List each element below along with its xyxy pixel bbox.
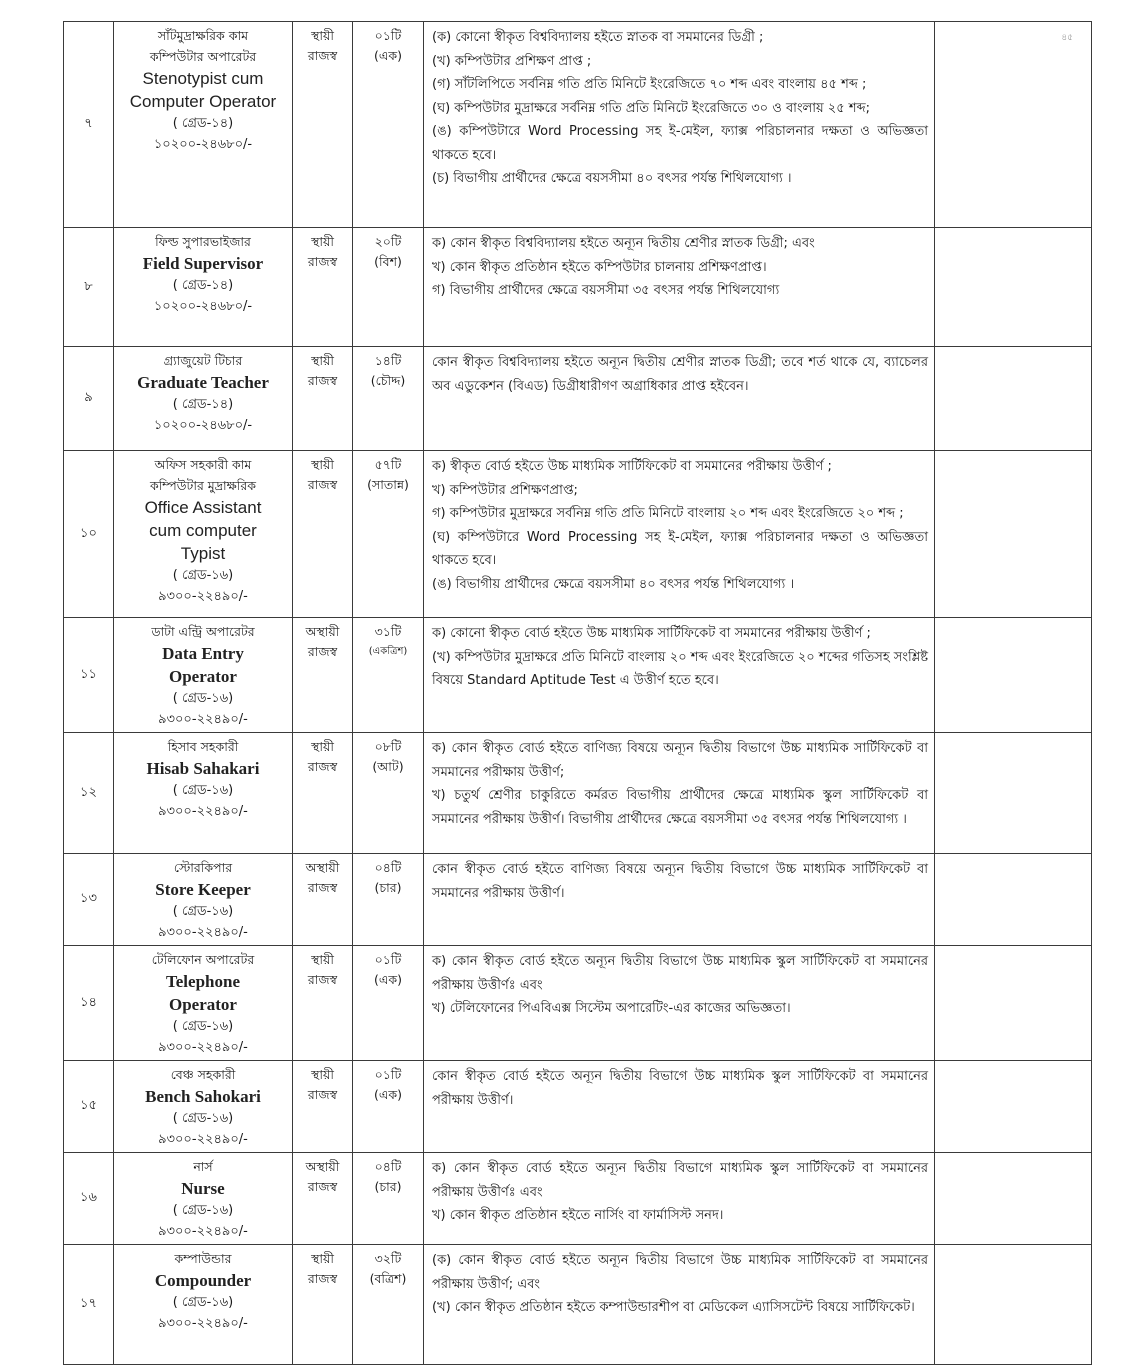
grade-label: ( গ্রেড-১৬) <box>172 783 234 798</box>
qualification-item: ক) কোনো স্বীকৃত বোর্ড হইতে উচ্চ মাধ্যমিক সার্টিফিকেট বা সমমানের পরীক্ষায় উত্তীর্ণ ; <box>432 626 871 641</box>
post-type-cell <box>293 946 353 1061</box>
grade-label: ( গ্রেড-১৪) <box>172 116 234 131</box>
grade-label: ( গ্রেড-১৬) <box>172 1111 234 1126</box>
vacancy-count: ০৮টি <box>374 739 402 754</box>
serial-number: ১৫ <box>80 1098 97 1113</box>
qualifications-cell <box>424 347 935 451</box>
table-row <box>64 1153 1092 1245</box>
qualifications-cell <box>424 1153 935 1245</box>
post-name-english: Computer Operator <box>129 92 277 111</box>
post-type: অস্থায়ী <box>305 624 340 639</box>
serial-number-cell <box>64 733 114 854</box>
table-row <box>64 347 1092 451</box>
remarks-cell <box>935 22 1092 228</box>
vacancy-count-cell <box>353 1245 424 1365</box>
post-name-bangla: টেলিফোন অপারেটর <box>151 952 255 967</box>
qualification-item: খ) কম্পিউটার প্রশিক্ষণপ্রাপ্ত; <box>432 482 578 498</box>
vacancy-count-words: (চার) <box>374 1179 402 1194</box>
vacancy-count: ০৪টি <box>374 1159 402 1174</box>
grade-label: ( গ্রেড-১৬) <box>172 904 234 919</box>
job-circular-table <box>63 21 1092 1365</box>
vacancy-count-cell <box>353 946 424 1061</box>
vacancy-count: ৫৭টি <box>374 457 402 472</box>
vacancy-count: ৩১টি <box>374 624 402 639</box>
post-type: স্থায়ী <box>311 739 334 754</box>
vacancy-count: ০১টি <box>374 952 402 967</box>
post-name-cell <box>114 1153 293 1245</box>
qualification-item: খ) চতুর্থ শ্রেণীর চাকুরিতে কর্মরত বিভাগীয় প্রার্থীদের ক্ষেত্রে মাধ্যমিক স্কুল সার্টিফিকেট বা সমমানের পরীক্ষায় উত্তীর্ণ। বিভাগীয় প্রার্থীদের ক্ষেত্রে বয়সসীমা ৩৫ বৎসর পর্যন্ত শিথিলযোগ্য । <box>432 788 928 827</box>
qualifications-cell <box>424 1245 935 1365</box>
table-row <box>64 733 1092 854</box>
post-type-cell <box>293 733 353 854</box>
table-row <box>64 1245 1092 1365</box>
qualification-item: কোন স্বীকৃত বোর্ড হইতে অন্যূন দ্বিতীয় বিভাগে উচ্চ মাধ্যমিক স্কুল সার্টিফিকেট বা সমমানের পরীক্ষায় উত্তীর্ণ। <box>432 1069 928 1108</box>
vacancy-count-words: (বিশ) <box>374 254 402 269</box>
post-type: রাজস্ব <box>307 972 338 987</box>
post-type: স্থায়ী <box>311 1251 334 1266</box>
table-row <box>64 1061 1092 1153</box>
vacancy-count-words: (বত্রিশ) <box>369 1271 407 1286</box>
table-row <box>64 22 1092 228</box>
post-name-cell <box>114 451 293 618</box>
post-type-cell <box>293 347 353 451</box>
pay-scale: ৯৩০০-২২৪৯০/- <box>158 1132 248 1147</box>
serial-number-cell <box>64 347 114 451</box>
post-type-cell <box>293 451 353 618</box>
post-name-bangla: কম্পিউটার অপারেটর <box>149 49 257 64</box>
qualification-item: ক) কোন স্বীকৃত বোর্ড হইতে বাণিজ্য বিষয়ে অন্যূন দ্বিতীয় বিভাগে উচ্চ মাধ্যমিক সার্টিফিকেট বা সমমানের পরীক্ষায় উত্তীর্ণ; <box>432 741 928 780</box>
serial-number-cell <box>64 228 114 347</box>
post-name-bangla: ফিল্ড সুপারভাইজার <box>155 234 251 249</box>
post-name-bangla: অফিস সহকারী কাম <box>154 457 252 472</box>
post-name-cell <box>114 1061 293 1153</box>
post-type: স্থায়ী <box>311 234 334 249</box>
post-name-cell <box>114 228 293 347</box>
pay-scale: ১০২০০-২৪৬৮০/- <box>153 418 253 433</box>
post-name-cell <box>114 1245 293 1365</box>
post-type-cell <box>293 1245 353 1365</box>
post-type: রাজস্ব <box>307 644 338 659</box>
post-type: স্থায়ী <box>311 1067 334 1082</box>
vacancy-count-cell <box>353 854 424 946</box>
post-type: রাজস্ব <box>307 1271 338 1286</box>
post-name-bangla: কম্পিউটার মুদ্রাক্ষরিক <box>149 478 257 493</box>
vacancy-count-cell <box>353 228 424 347</box>
post-name-cell <box>114 22 293 228</box>
post-name-bangla: বেঞ্চ সহকারী <box>170 1067 236 1082</box>
remarks-cell <box>935 1245 1092 1365</box>
serial-number: ৮ <box>84 278 93 294</box>
post-type: অস্থায়ী <box>305 1159 340 1174</box>
post-name-cell <box>114 946 293 1061</box>
post-name-bangla: গ্র্যাজুয়েট টিচার <box>163 353 243 368</box>
serial-number-cell <box>64 22 114 228</box>
post-name-english: Hisab Sahakari <box>146 759 260 778</box>
post-type-cell <box>293 228 353 347</box>
vacancy-count-cell <box>353 347 424 451</box>
vacancy-count-words: (এক) <box>373 972 402 987</box>
vacancy-count-cell <box>353 618 424 733</box>
grade-label: ( গ্রেড-১৬) <box>172 1295 234 1310</box>
serial-number-cell <box>64 1153 114 1245</box>
post-type: রাজস্ব <box>307 759 338 774</box>
remarks-cell <box>935 1153 1092 1245</box>
remarks-mark: ৪৫ <box>1061 33 1073 43</box>
pay-scale: ৯৩০০-২২৪৯০/- <box>158 804 248 819</box>
pay-scale: ৯৩০০-২২৪৯০/- <box>158 712 248 727</box>
qualification-item: গ) কম্পিউটার মুদ্রাক্ষরে সর্বনিম্ন গতি প্রতি মিনিটে বাংলায় ২০ শব্দ এবং ইংরেজিতে ২০ শব্দ ; <box>432 506 904 521</box>
qualification-item: ক) স্বীকৃত বোর্ড হইতে উচ্চ মাধ্যমিক সার্টিফিকেট বা সমমানের পরীক্ষায় উত্তীর্ণ ; <box>432 459 832 474</box>
qualification-item: খ) কোন স্বীকৃত প্রতিষ্ঠান হইতে নার্সিং বা ফার্মাসিস্ট সনদ। <box>432 1208 724 1223</box>
post-type: রাজস্ব <box>307 254 338 269</box>
qualification-item: ক) কোন স্বীকৃত বিশ্ববিদ্যালয় হইতে অন্যূন দ্বিতীয় শ্রেণীর স্নাতক ডিগ্রী; এবং <box>432 236 815 251</box>
post-type: স্থায়ী <box>311 952 334 967</box>
qualification-item: (ক) কোনো স্বীকৃত বিশ্ববিদ্যালয় হইতে স্নাতক বা সমমানের ডিগ্রী ; <box>432 30 764 45</box>
remarks-cell <box>935 228 1092 347</box>
qualification-item: কোন স্বীকৃত বোর্ড হইতে বাণিজ্য বিষয়ে অন্যূন দ্বিতীয় বিভাগে উচ্চ মাধ্যমিক সার্টিফিকেট বা সমমানের পরীক্ষায় উত্তীর্ণ। <box>432 862 928 901</box>
remarks-cell <box>935 347 1092 451</box>
serial-number-cell <box>64 618 114 733</box>
vacancy-count-words: (চার) <box>374 880 402 895</box>
post-type: স্থায়ী <box>311 353 334 368</box>
remarks-cell <box>935 618 1092 733</box>
post-name-english: Operator <box>169 995 237 1014</box>
qualifications-cell <box>424 854 935 946</box>
pay-scale: ৯৩০০-২২৪৯০/- <box>158 589 248 604</box>
remarks-cell <box>935 733 1092 854</box>
post-type: রাজস্ব <box>307 880 338 895</box>
post-name-english: Nurse <box>181 1179 225 1198</box>
post-name-english: Stenotypist cum <box>142 69 264 88</box>
post-type: অস্থায়ী <box>305 860 340 875</box>
grade-label: ( গ্রেড-১৬) <box>172 691 234 706</box>
post-type: রাজস্ব <box>307 48 338 63</box>
vacancy-count: ৩২টি <box>374 1251 402 1266</box>
qualification-item: গ) বিভাগীয় প্রার্থীদের ক্ষেত্রে বয়সসীমা ৩৫ বৎসর পর্যন্ত শিথিলযোগ্য <box>432 283 780 298</box>
remarks-cell <box>935 451 1092 618</box>
post-type: রাজস্ব <box>307 373 338 388</box>
qualification-item: (গ) সাঁটলিপিতে সর্বনিম্ন গতি প্রতি মিনিটে ইংরেজিতে ৭০ শব্দ এবং বাংলায় ৪৫ শব্দ ; <box>432 77 867 92</box>
post-type-cell <box>293 22 353 228</box>
qualifications-cell <box>424 1061 935 1153</box>
grade-label: ( গ্রেড-১৬) <box>172 1203 234 1218</box>
qualification-item: (চ) বিভাগীয় প্রার্থীদের ক্ষেত্রে বয়সসীমা ৪০ বৎসর পর্যন্ত শিথিলযোগ্য । <box>432 171 792 186</box>
table-row <box>64 854 1092 946</box>
post-name-english: Graduate Teacher <box>137 373 269 392</box>
pay-scale: ৯৩০০-২২৪৯০/- <box>158 1040 248 1055</box>
post-type-cell <box>293 618 353 733</box>
vacancy-count-words: (এক) <box>373 1087 402 1102</box>
pay-scale: ৯৩০০-২২৪৯০/- <box>158 925 248 940</box>
post-name-english: Bench Sahokari <box>145 1087 261 1106</box>
remarks-cell <box>935 946 1092 1061</box>
post-type: রাজস্ব <box>307 477 338 492</box>
serial-number-cell <box>64 946 114 1061</box>
pay-scale: ৯৩০০-২২৪৯০/- <box>158 1224 248 1239</box>
serial-number: ১৭ <box>80 1296 97 1311</box>
table-row <box>64 228 1092 347</box>
post-type: স্থায়ী <box>311 457 334 472</box>
vacancy-count-cell <box>353 22 424 228</box>
serial-number-cell <box>64 854 114 946</box>
serial-number: ১১ <box>80 666 97 682</box>
post-name-cell <box>114 733 293 854</box>
qualifications-cell <box>424 22 935 228</box>
post-type: রাজস্ব <box>307 1179 338 1194</box>
vacancy-count-cell <box>353 451 424 618</box>
vacancy-count-words: (একত্রিশ) <box>368 646 408 657</box>
post-name-english: Store Keeper <box>155 880 251 899</box>
serial-number: ১৬ <box>80 1190 97 1205</box>
post-name-english: Office Assistant <box>144 498 262 517</box>
table-row <box>64 451 1092 618</box>
serial-number: ১০ <box>80 525 97 541</box>
post-name-bangla: সাঁটমুদ্রাক্ষরিক কাম <box>157 28 249 43</box>
qualification-item: খ) টেলিফোনের পিএবিএক্স সিস্টেম অপারেটিং-এর কাজের অভিজ্ঞতা। <box>432 1001 791 1016</box>
vacancy-count-words: (আট) <box>372 759 404 774</box>
qualification-item: ক) কোন স্বীকৃত বোর্ড হইতে অন্যূন দ্বিতীয় বিভাগে মাধ্যমিক স্কুল সার্টিফিকেট বা সমমানের পরীক্ষায় উত্তীর্ণঃ এবং <box>432 1161 928 1200</box>
serial-number: ১৪ <box>80 994 97 1010</box>
post-name-english: Compounder <box>154 1271 252 1290</box>
vacancy-count-words: (চৌদ্দ) <box>370 373 406 388</box>
qualification-item: ক) কোন স্বীকৃত বোর্ড হইতে অন্যূন দ্বিতীয় বিভাগে উচ্চ মাধ্যমিক স্কুল সার্টিফিকেট বা সমমানের পরীক্ষায় উত্তীর্ণঃ এবং <box>432 954 928 993</box>
post-type-cell <box>293 1061 353 1153</box>
qualifications-cell <box>424 733 935 854</box>
remarks-cell <box>935 1061 1092 1153</box>
vacancy-count-cell <box>353 733 424 854</box>
vacancy-count: ১৪টি <box>374 353 402 368</box>
post-name-bangla: স্টোরকিপার <box>173 860 233 875</box>
post-name-english: Typist <box>180 544 226 563</box>
vacancy-count: ০৪টি <box>374 860 402 875</box>
post-type: স্থায়ী <box>311 28 334 43</box>
vacancy-count: ০১টি <box>374 28 402 43</box>
serial-number-cell <box>64 1061 114 1153</box>
post-name-cell <box>114 618 293 733</box>
post-name-bangla: নার্স <box>193 1159 213 1174</box>
vacancy-count-words: (এক) <box>373 48 402 63</box>
qualification-item: (ঙ) বিভাগীয় প্রার্থীদের ক্ষেত্রে বয়সসীমা ৪০ বৎসর পর্যন্ত শিথিলযোগ্য । <box>432 576 795 592</box>
post-name-bangla: ডাটা এন্ট্রি অপারেটর <box>151 624 255 639</box>
qualification-item: (ঘ) কম্পিউটার মুদ্রাক্ষরে সর্বনিম্ন গতি প্রতি মিনিটে ইংরেজিতে ৩০ ও বাংলায় ২৫ শব্দ; <box>432 100 871 116</box>
qualification-item: (খ) কম্পিউটার প্রশিক্ষণ প্রাপ্ত ; <box>432 53 592 69</box>
post-name-bangla: হিসাব সহকারী <box>167 739 239 754</box>
qualifications-cell <box>424 618 935 733</box>
post-name-english: Data Entry <box>162 644 244 663</box>
serial-number: ৯ <box>84 390 93 405</box>
serial-number: ১২ <box>80 784 97 800</box>
post-name-english: Operator <box>169 667 237 686</box>
vacancy-count: ২০টি <box>374 234 402 249</box>
grade-label: ( গ্রেড-১৬) <box>172 1019 234 1034</box>
table-row <box>64 946 1092 1061</box>
qualification-item: (খ) কোন স্বীকৃত প্রতিষ্ঠান হইতে কম্পাউন্ডারশীপ বা মেডিকেল এ্যাসিসটেন্ট বিষয়ে সার্টিফিকেট। <box>432 1300 915 1315</box>
post-type-cell <box>293 854 353 946</box>
qualification-item: (ক) কোন স্বীকৃত বোর্ড হইতে অন্যূন দ্বিতীয় বিভাগে উচ্চ মাধ্যমিক সার্টিফিকেট বা সমমানের পরীক্ষায় উত্তীর্ণ; এবং <box>432 1253 928 1292</box>
grade-label: ( গ্রেড-১৬) <box>172 568 234 583</box>
vacancy-count-cell <box>353 1153 424 1245</box>
pay-scale: ৯৩০০-২২৪৯০/- <box>158 1316 248 1331</box>
pay-scale: ১০২০০-২৪৬৮০/- <box>153 137 253 152</box>
table-row <box>64 618 1092 733</box>
grade-label: ( গ্রেড-১৪) <box>172 278 234 293</box>
qualification-item: কোন স্বীকৃত বিশ্ববিদ্যালয় হইতে অন্যূন দ্বিতীয় শ্রেণীর স্নাতক ডিগ্রী; তবে শর্ত থাকে যে, ব্যাচেলর অব এডুকেশন (বিএড) ডিগ্রীধারীগণ অগ্রাধিকার প্রাপ্ত হইবেন। <box>432 355 928 394</box>
serial-number: ১৩ <box>80 891 97 906</box>
serial-number: ৭ <box>84 116 93 131</box>
vacancy-count-cell <box>353 1061 424 1153</box>
qualification-item: (ঘ) কম্পিউটারে Word Processing সহ ই-মেইল, ফ্যাক্স পরিচালনার দক্ষতা ও অভিজ্ঞতা থাকতে হবে। <box>432 529 928 568</box>
qualification-item: (খ) কম্পিউটার মুদ্রাক্ষরে প্রতি মিনিটে বাংলায় ২০ শব্দ এবং ইংরেজিতে ২০ শব্দের গতিসহ সংশ্লিষ্ট বিষয়ে Standard Aptitude Test এ উত্তীর্ণ হতে হবে। <box>432 649 928 688</box>
serial-number-cell <box>64 451 114 618</box>
post-name-english: cum computer <box>149 521 257 540</box>
post-name-english: Field Supervisor <box>142 254 264 273</box>
qualifications-cell <box>424 228 935 347</box>
post-name-cell <box>114 347 293 451</box>
post-name-english: Telephone <box>165 972 240 991</box>
qualifications-cell <box>424 946 935 1061</box>
serial-number-cell <box>64 1245 114 1365</box>
vacancy-count-words: (সাতান্ন) <box>367 477 409 492</box>
post-type-cell <box>293 1153 353 1245</box>
qualification-item: (ঙ) কম্পিউটারে Word Processing সহ ই-মেইল, ফ্যাক্স পরিচালনার দক্ষতা ও অভিজ্ঞতা থাকতে হবে। <box>432 124 928 163</box>
post-name-bangla: কম্পাউন্ডার <box>174 1251 232 1266</box>
post-type: রাজস্ব <box>307 1087 338 1102</box>
post-name-cell <box>114 854 293 946</box>
remarks-cell <box>935 854 1092 946</box>
qualifications-cell <box>424 451 935 618</box>
qualification-item: খ) কোন স্বীকৃত প্রতিষ্ঠান হইতে কম্পিউটার চালনায় প্রশিক্ষণপ্রাপ্ত। <box>432 259 767 275</box>
vacancy-count: ০১টি <box>374 1067 402 1082</box>
pay-scale: ১০২০০-২৪৬৮০/- <box>153 299 253 314</box>
grade-label: ( গ্রেড-১৪) <box>172 397 234 412</box>
